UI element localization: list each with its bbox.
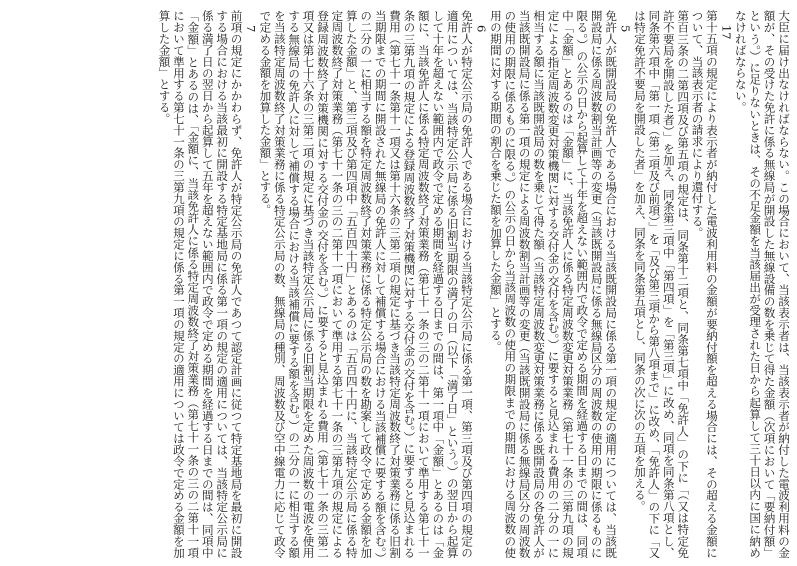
paragraph-17-amendment: 第百三条の二第四項及び第五項の規定は、同条第十二項と、同条第七項中「免許人」の下に「（又は特定免許不要局を開設した者）」を加え、同条第三項中「第四項」を「第三項」に改め、同項を同条第八項とし、同条第六項中「第一項（第二項及び前項）」を「及び第三項から第八項まで」に改め、「免許人」の下に「又は特定免許不要局を開設した者」を加え、同条を同条第五項とし、同条の次に次の五項を加える。 — [632, 10, 691, 558]
item-number-5: 5 — [618, 25, 633, 33]
paragraph-17: 第十五項の規定により表示者が納付した電波利用料の金額が要納付額を超える場合には、その超える金額について、当該表示者の請求により還付する。 — [690, 10, 719, 558]
item-number-7: 7 — [243, 25, 258, 33]
item-number-17: 17 — [719, 25, 734, 40]
vertical-text-body — [6, 10, 791, 558]
paragraph-intro: 大臣に届け出なければならない。この場合において、当該表示者は、当該表示者が納付した電波利用料の金額が、その受けた免許に係る無線局が開設した無線設備の数を乗じて得た金額（次項において「要納付額」という。）に足りないときは、その不足金額を当該届出が受理された日から起算して三十日以内に国に納めなければならない。 — [733, 10, 791, 558]
item-number-6: 6 — [474, 25, 489, 33]
paragraph-6: 免許人が特定公示局の免許人である場合における当該特定公示局に係る第一項、第三項及び第四項の規定の適用については、当該特定公示局に係る旧割当期限の満了の日（以下「満了日」という。）の翌日から起算して十年を超えない範囲内で政令で定める期間を経過する日までの間は、第一項中「金額」とあるのは「金額に、当該免許人に係る特定周波数終了対策業務（第七十一条の三の二第十一項において準用する第七十一条の三第九項の規定による登録周波数終了対策機関に対する交付金の交付を含む。）に要すると見込まれる費用（第七十一条第十一項又は第十六条の三第二項の規定に基づき当該特定周波数終了対策業務に係る旧割当期限までの期間に開設された無線局の免許人に対して補償する場合における当該補償に要する額を含む。）の二分の一に相当する額を特定周波数終了対策業務に係る特定公示局の数を勘案して政令で定める金額を加算した金額」と、第三項及び第四項中「五百四十円」とあるのは「五百四十円に、当該特定公示局に係る特定周波数終了対策業務（第七十一条の三の二第十一項において準用する第七十一条の三第九項の規定による登録周波数終了対策機関に対する交付金の交付を含む。）に要すると見込まれる費用（第七十一条の三第二項又は第七十六条の三第二項の規定に基づき当該特定公示局に係る旧割当期限を定めた周波数の電波を使用する無線局の免許人に対して補償する場合における当該補償に要する額を含む。）の二分の一に相当する額を当該特定周波数終了対策業務に係る特定公示局の数、無線局の種別、周波数及び空中線電力に応じて政令で定める金額を加算した金額」とする。 — [258, 10, 475, 558]
paragraph-7: 前項の規定にかかわらず、免許人が特定公示局の免許人であつて認定計画に従つて特定基地局を最初に開設する場合における当該最初に開設する特定基地局に係る第一項の規定の適用については、当該特定公示局に係る満了日の翌日から起算して五年を超えない範囲内で政令で定める期間を経過する日までの間は、同項中「金額」とあるのは、「金額に、当該免許人に係る特定周波数終了対策業務（第七十一条の三の二第十一項において準用する第七十一条の三第九項の規定に係る第一項の規定の適用については政令で定める金額を加算した金額」とする。 — [157, 10, 244, 558]
paragraph-5: 免許人が既開設局の免許人である場合における当該既開設局に係る第一項の規定の適用については、当該既開設局に係る周波数割当計画等の変更（当該既開設局に係る無線局区分の周波数の使用の期限に係るものに限る。）の公示の日から起算して十年を超えない範囲内で政令で定める期間を経過する日までの間は、同項中「金額」とあるのは「金額」に、当該免許人に係る特定周波数変更対策業務（第七十一条の三第九項の規定による指定周波数変更対策機関に対する交付金の交付を含む。）に要すると見込まれる費用の二分の一に相当する額に当該既開設局の数を乗じて得た額（当該特定周波数変更対策業務に係る既開設局の各免許人が当該既開設局に係る第一項の規定による周波数割当計画等の変更（当該既開設局に係る無線局区分の周波数の使用の期限に係るものに限る。）の公示の日から当該周波数の使用の期限までの期間における周波数の使用の期間に対する期間の割合を乗じた額を加算した金額」とする。 — [488, 10, 619, 558]
